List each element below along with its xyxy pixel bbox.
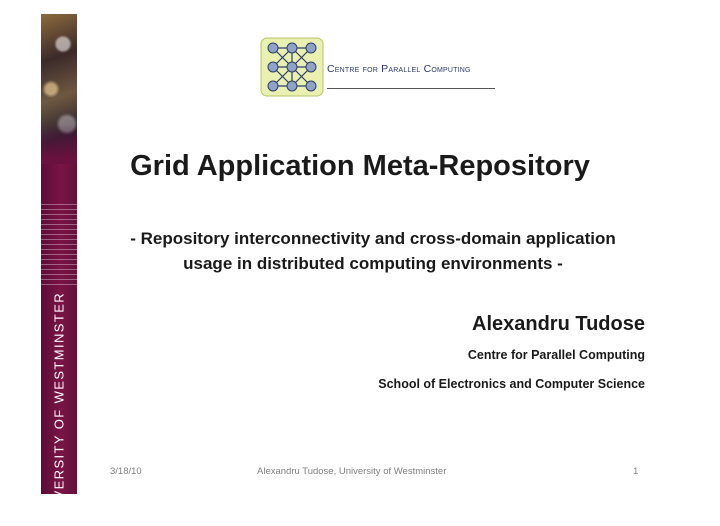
university-side-band <box>41 14 77 526</box>
affiliation-centre: Centre for Parallel Computing <box>467 348 645 362</box>
slide-number: 1 <box>633 466 639 477</box>
subtitle-line-1: - Repository interconnectivity and cross-domain application <box>130 229 616 248</box>
footer-date: 3/18/10 <box>110 466 142 477</box>
campus-photo <box>41 14 77 164</box>
decorative-lines <box>41 204 77 289</box>
cpc-logo <box>259 36 499 96</box>
network-logo-icon <box>259 36 325 98</box>
subtitle-line-2: usage in distributed computing environments - <box>183 254 563 273</box>
university-name: UNIVERSITY OF WESTMINSTER <box>51 291 67 526</box>
footer-author: Alexandru Tudose, University of Westminster <box>257 466 447 477</box>
slide-subtitle <box>108 226 638 276</box>
logo-underline <box>327 88 495 89</box>
author-name: Alexandru Tudose <box>472 313 645 335</box>
logo-text: Centre for Parallel Computing <box>327 63 471 75</box>
affiliation-school: School of Electronics and Computer Science <box>378 377 645 391</box>
slide-title: Grid Application Meta-Repository <box>130 150 590 182</box>
